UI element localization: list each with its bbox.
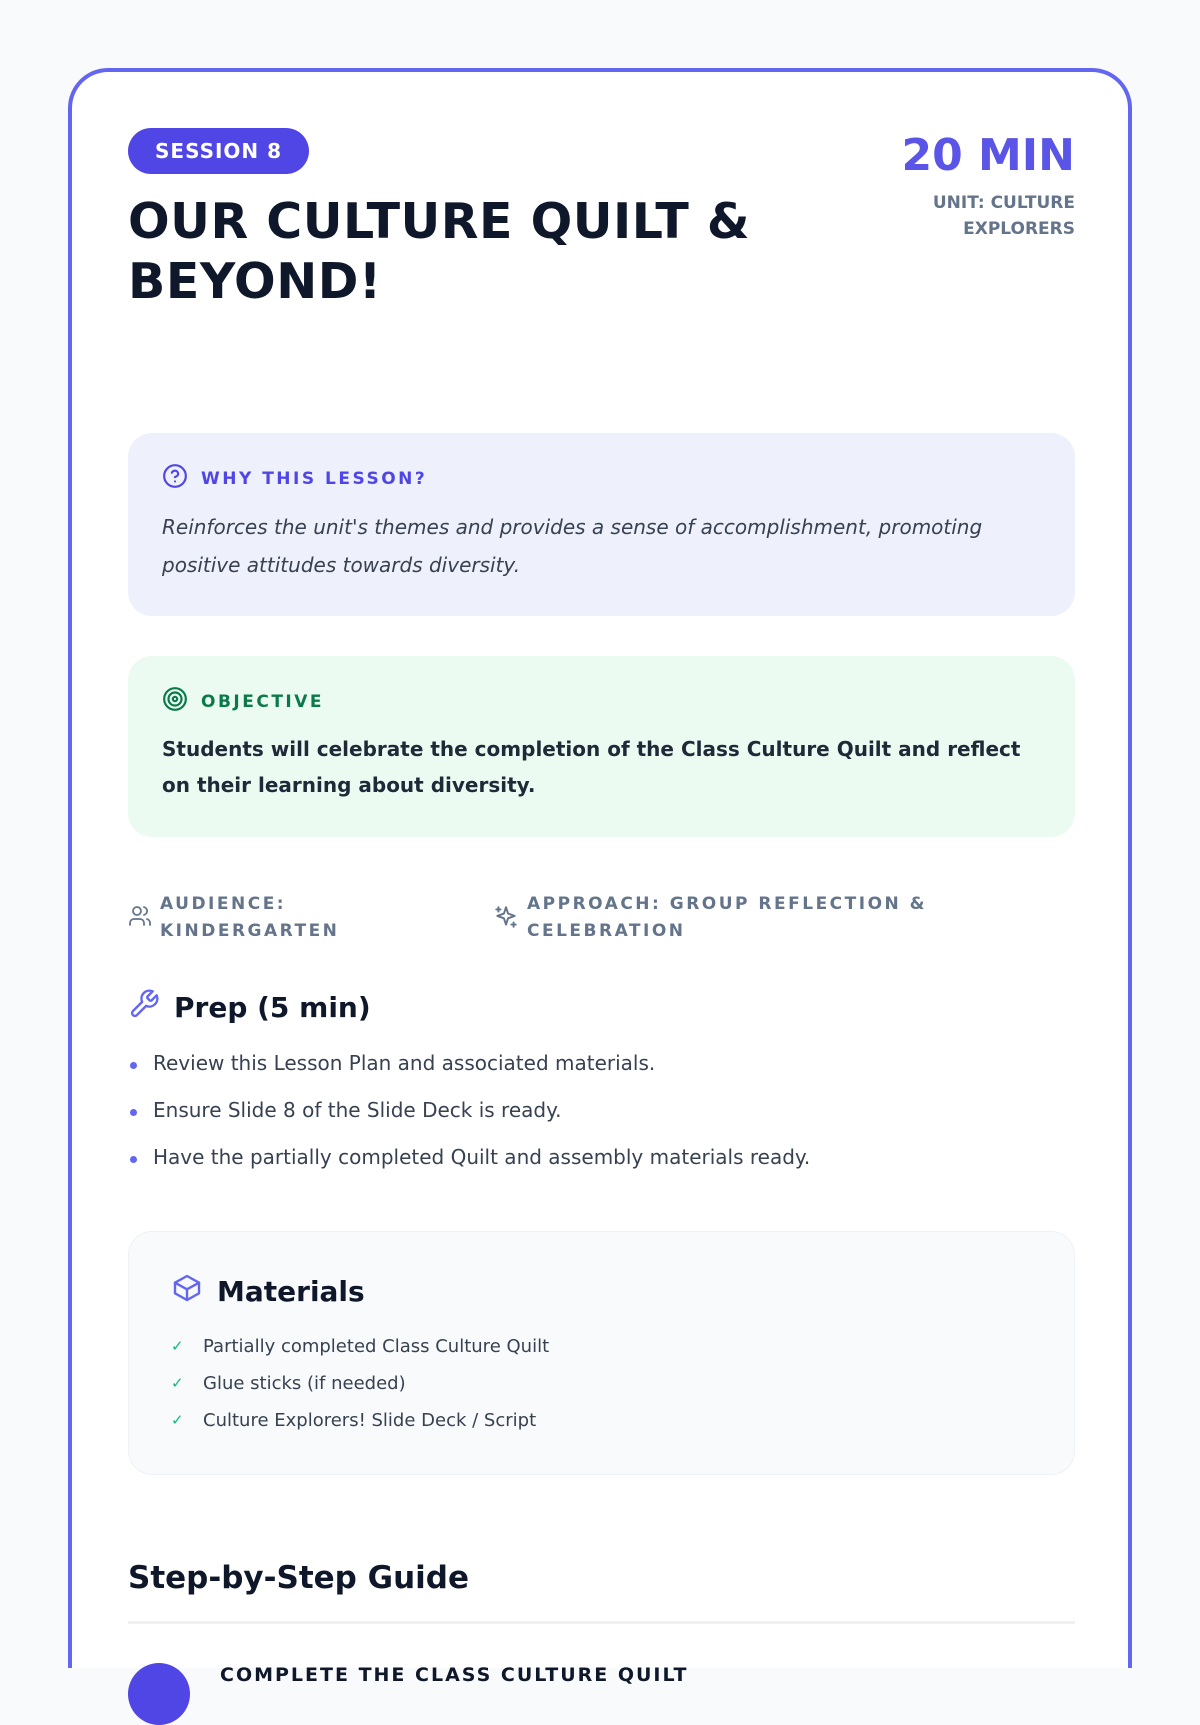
- step-title: COMPLETE THE CLASS CULTURE QUILT: [220, 1664, 689, 1686]
- check-icon: ✓: [171, 1374, 184, 1392]
- materials-box: [128, 1231, 1075, 1475]
- wrench-icon: [128, 988, 160, 1027]
- list-item: [171, 1328, 1032, 1365]
- lesson-card: [68, 68, 1132, 1686]
- list-item: [171, 1402, 1032, 1439]
- meta-row: [128, 891, 1075, 947]
- approach-label: APPROACH: GROUP REFLECTION & CELEBRATION: [527, 894, 927, 941]
- prep-heading: [128, 988, 371, 1027]
- check-icon: ✓: [171, 1337, 184, 1355]
- why-heading-label: WHY THIS LESSON?: [201, 468, 428, 489]
- audience-label: AUDIENCE: KINDERGARTEN: [160, 894, 340, 941]
- material-label: Partially completed Class Culture Quilt: [203, 1336, 550, 1357]
- prep-heading-label: Prep (5 min): [174, 991, 371, 1024]
- duration: 20 MIN: [901, 130, 1075, 181]
- steps-heading: Step-by-Step Guide: [128, 1560, 469, 1596]
- list-item: Review this Lesson Plan and associated materials.: [128, 1040, 810, 1087]
- sparkles-icon: [493, 904, 519, 939]
- materials-heading-label: Materials: [217, 1275, 365, 1308]
- audience-meta: [128, 891, 408, 945]
- why-text: Reinforces the unit's themes and provides a sense of accomplishment, promoting positive attitudes towards diversity.: [162, 515, 983, 577]
- objective-heading: [162, 686, 1041, 717]
- materials-heading: [171, 1272, 1032, 1311]
- approach-meta: [493, 891, 973, 945]
- lesson-content: [128, 128, 1075, 1686]
- material-label: Glue sticks (if needed): [203, 1373, 406, 1394]
- divider: [128, 1621, 1075, 1624]
- materials-list: [171, 1328, 1032, 1439]
- objective-heading-label: OBJECTIVE: [201, 691, 325, 712]
- material-label: Culture Explorers! Slide Deck / Script: [203, 1410, 537, 1431]
- package-icon: [171, 1272, 203, 1311]
- session-badge: SESSION 8: [128, 128, 309, 174]
- objective-text: Students will celebrate the completion of the Class Culture Quilt and reflect on their learning about diversity.: [162, 737, 1021, 797]
- list-item: [171, 1365, 1032, 1402]
- list-item: Have the partially completed Quilt and assembly materials ready.: [128, 1134, 810, 1181]
- page-title: OUR CULTURE QUILT & BEYOND!: [128, 193, 751, 310]
- users-icon: [128, 904, 152, 937]
- question-circle-icon: [162, 463, 188, 494]
- list-item: Ensure Slide 8 of the Slide Deck is ready.: [128, 1087, 810, 1134]
- target-icon: [162, 686, 188, 717]
- why-heading: [162, 463, 1041, 494]
- step-number-badge: [128, 1663, 190, 1725]
- prep-list: [128, 1040, 810, 1181]
- unit-label: UNIT: CULTURE EXPLORERS: [932, 193, 1075, 239]
- why-this-lesson-box: [128, 433, 1075, 616]
- check-icon: ✓: [171, 1411, 184, 1429]
- objective-box: [128, 656, 1075, 837]
